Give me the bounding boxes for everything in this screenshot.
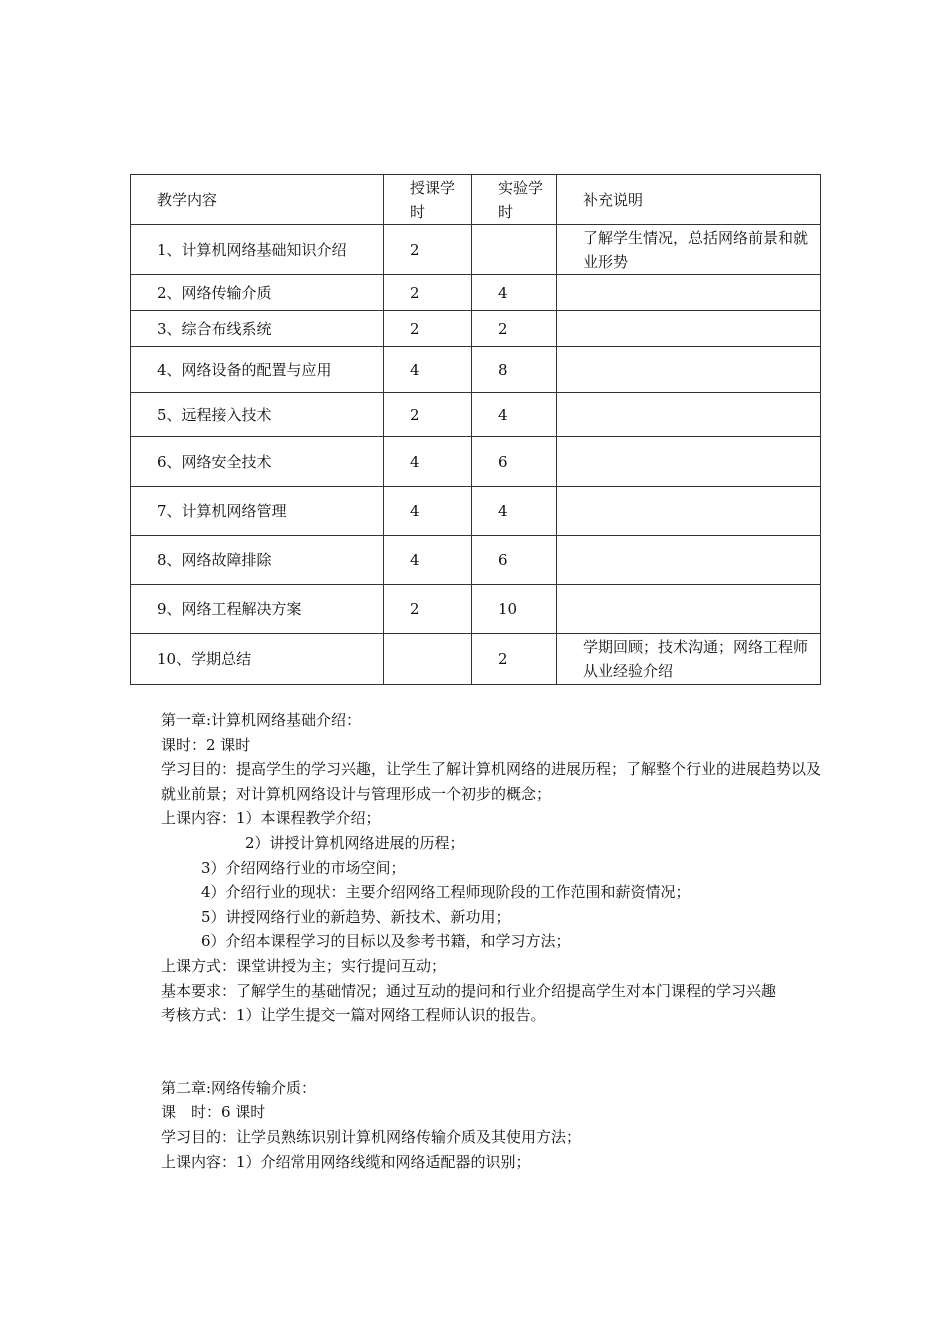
- chapter2-title: 第二章:网络传输介质：: [161, 1078, 317, 1097]
- chapter1-item: 5）讲授网络行业的新趋势、新技术、新功用；: [201, 907, 511, 926]
- cell-lecture: 4: [384, 487, 472, 536]
- course-schedule-table: [130, 174, 821, 685]
- cell-content: 10、学期总结: [131, 634, 384, 685]
- cell-note: [557, 311, 821, 347]
- header-lab-hours: 实验学时: [472, 175, 557, 225]
- cell-note: 学期回顾；技术沟通；网络工程师从业经验介绍: [557, 634, 821, 685]
- cell-note: [557, 393, 821, 437]
- cell-content: 5、远程接入技术: [131, 393, 384, 437]
- cell-lecture: [384, 634, 472, 685]
- cell-lecture: 2: [384, 275, 472, 311]
- chapter1-goal: 学习目的：提高学生的学习兴趣，让学生了解计算机网络的进展历程；了解整个行业的进展趋势以及就业前景；对计算机网络设计与管理形成一个初步的概念；: [161, 760, 822, 803]
- cell-lecture: 2: [384, 311, 472, 347]
- table-row: [131, 347, 821, 393]
- cell-content: 4、网络设备的配置与应用: [131, 347, 384, 393]
- table-row: [131, 487, 821, 536]
- chapter-text: [161, 708, 821, 1174]
- cell-note: 了解学生情况，总括网络前景和就业形势: [557, 225, 821, 275]
- chapter1-hours: 课时：2 课时: [161, 735, 251, 754]
- cell-lecture: 2: [384, 225, 472, 275]
- table-row: [131, 634, 821, 685]
- chapter2-goal: 学习目的：让学员熟练识别计算机网络传输介质及其使用方法；: [161, 1127, 582, 1146]
- table-row: [131, 536, 821, 585]
- chapter1-method: 上课方式：课堂讲授为主；实行提问互动；: [161, 956, 447, 975]
- cell-note: [557, 347, 821, 393]
- chapter1-requirement: 基本要求：了解学生的基础情况；通过互动的提问和行业介绍提高学生对本门课程的学习兴趣: [161, 981, 777, 1000]
- header-lecture-hours: 授课学时: [384, 175, 472, 225]
- cell-note: [557, 585, 821, 634]
- cell-lab: 8: [472, 347, 557, 393]
- cell-lab: 2: [472, 634, 557, 685]
- chapter1-item: 3）介绍网络行业的市场空间；: [201, 858, 406, 877]
- cell-lecture: 2: [384, 585, 472, 634]
- table-row: [131, 275, 821, 311]
- cell-lab: [472, 225, 557, 275]
- table-row: [131, 585, 821, 634]
- chapter1-item: 6）介绍本课程学习的目标以及参考书籍，和学习方法；: [201, 932, 571, 951]
- cell-lab: 2: [472, 311, 557, 347]
- cell-lab: 4: [472, 393, 557, 437]
- table-header-row: [131, 175, 821, 225]
- table-row: [131, 311, 821, 347]
- chapter1-assessment: 考核方式：1）让学生提交一篇对网络工程师认识的报告。: [161, 1006, 546, 1025]
- cell-content: 3、综合布线系统: [131, 311, 384, 347]
- cell-content: 8、网络故障排除: [131, 536, 384, 585]
- cell-lab: 6: [472, 437, 557, 487]
- chapter1-item: 2）讲授计算机网络进展的历程；: [245, 833, 465, 852]
- cell-content: 9、网络工程解决方案: [131, 585, 384, 634]
- cell-note: [557, 437, 821, 487]
- cell-note: [557, 275, 821, 311]
- cell-content: 2、网络传输介质: [131, 275, 384, 311]
- table-row: [131, 225, 821, 275]
- table-row: [131, 393, 821, 437]
- cell-content: 6、网络安全技术: [131, 437, 384, 487]
- cell-lecture: 2: [384, 393, 472, 437]
- cell-note: [557, 536, 821, 585]
- cell-lab: 4: [472, 275, 557, 311]
- cell-lab: 10: [472, 585, 557, 634]
- chapter1-item: 4）介绍行业的现状：主要介绍网络工程师现阶段的工作范围和薪资情况；: [201, 883, 691, 902]
- table-row: [131, 437, 821, 487]
- chapter1-content-label: 上课内容：1）本课程教学介绍；: [161, 809, 381, 828]
- cell-content: 7、计算机网络管理: [131, 487, 384, 536]
- spacer: [161, 1028, 821, 1076]
- header-notes: 补充说明: [557, 175, 821, 225]
- cell-lecture: 4: [384, 437, 472, 487]
- cell-lab: 4: [472, 487, 557, 536]
- cell-lecture: 4: [384, 347, 472, 393]
- chapter2-content-label: 上课内容：1）介绍常用网络线缆和网络适配器的识别；: [161, 1152, 531, 1171]
- chapter2-hours: 课 时：6 课时: [161, 1103, 266, 1122]
- cell-lecture: 4: [384, 536, 472, 585]
- chapter1-title: 第一章:计算机网络基础介绍：: [161, 711, 362, 729]
- header-content: 教学内容: [131, 175, 384, 225]
- cell-lab: 6: [472, 536, 557, 585]
- cell-note: [557, 487, 821, 536]
- cell-content: 1、计算机网络基础知识介绍: [131, 225, 384, 275]
